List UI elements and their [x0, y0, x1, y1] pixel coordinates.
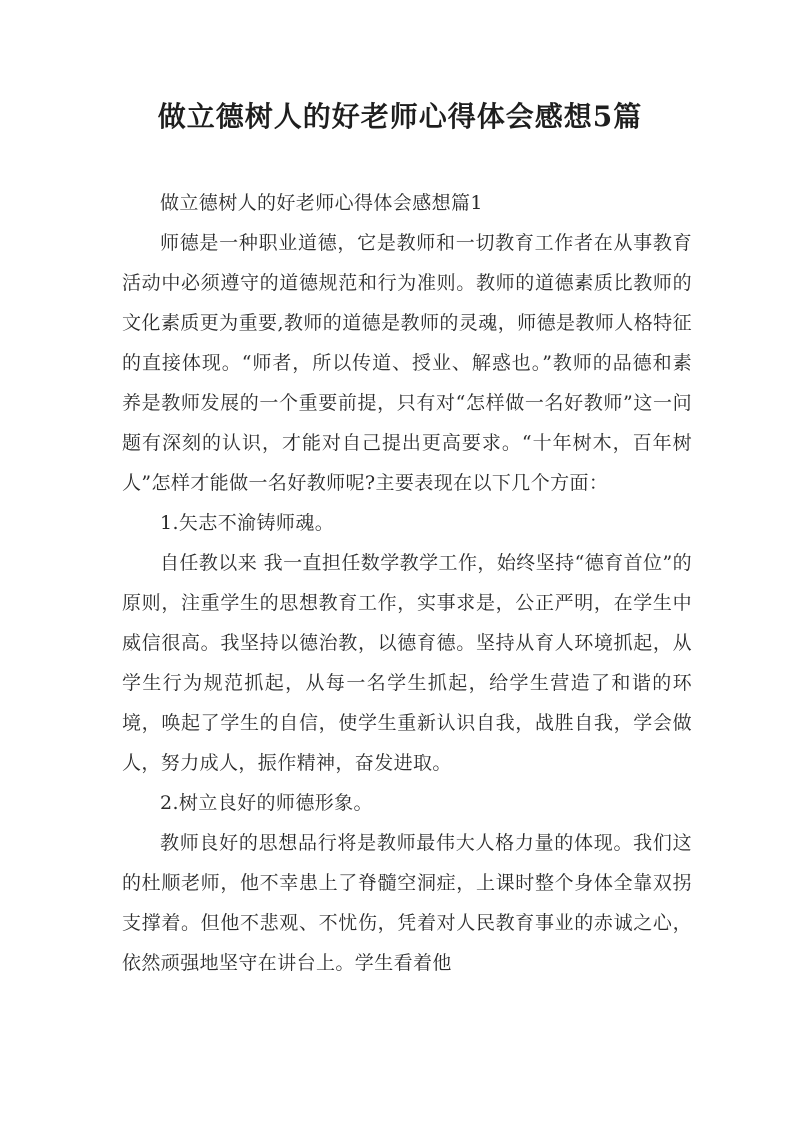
- subsection-heading: 1.矢志不渝铸师魂。: [160, 512, 335, 534]
- document-title: 做立德树人的好老师心得体会感想5篇: [157, 100, 643, 133]
- document-body: [122, 183, 692, 983]
- body-paragraph: 自任教以来 我一直担任数学教学工作，始终坚持“德育首位”的原则，注重学生的思想教育工作，实事求是，公正严明，在学生中威信很高。我坚持以德治教，以德育德。坚持从育人环境抓起，从学生行为规范抓起，从每一名学生抓起，给学生营造了和谐的环境，唤起了学生的自信，使学生重新认识自我，战胜自我，学会做人，努力成人，振作精神，奋发进取。: [122, 552, 692, 774]
- section-heading: 做立德树人的好老师心得体会感想篇1: [160, 192, 483, 214]
- body-paragraph: 教师良好的思想品行将是教师最伟大人格力量的体现。我们这的杜顺老师，他不幸患上了脊髓空洞症，上课时整个身体全靠双拐支撑着。但他不悲观、不忧伤，凭着对人民教育事业的赤诚之心，依然顽强地坚守在讲台上。学生看着他: [122, 832, 692, 974]
- subsection-heading: 2.树立良好的师德形象。: [160, 792, 373, 814]
- body-paragraph: 师德是一种职业道德，它是教师和一切教育工作者在从事教育活动中必须遵守的道德规范和行为准则。教师的道德素质比教师的文化素质更为重要,教师的道德是教师的灵魂，师德是教师人格特征的直接体现。“师者，所以传道、授业、解惑也。”教师的品德和素养是教师发展的一个重要前提，只有对“怎样做一名好教师”这一问题有深刻的认识，才能对自己提出更高要求。“十年树木，百年树人”怎样才能做一名好教师呢?主要表现在以下几个方面：: [122, 232, 692, 494]
